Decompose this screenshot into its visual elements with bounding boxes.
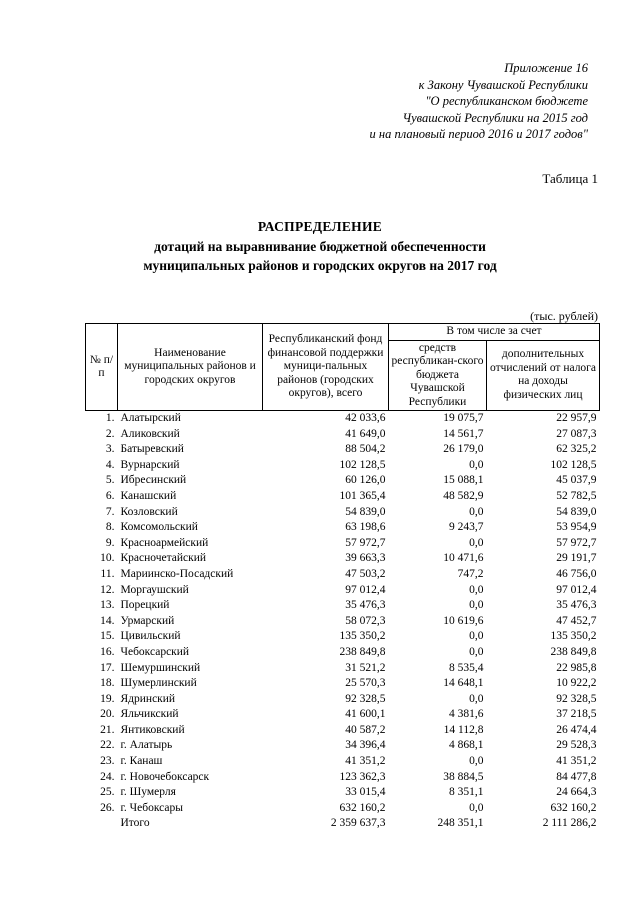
row-number: 2.: [105, 427, 115, 440]
table-row: [86, 723, 600, 739]
row-number: 9.: [105, 536, 115, 549]
row-additional: 26 474,4: [556, 723, 597, 736]
row-republic-budget: 0,0: [469, 536, 484, 549]
row-total: 39 663,3: [345, 552, 386, 565]
row-total: 25 570,3: [345, 677, 386, 690]
table-row: [86, 598, 600, 614]
row-additional: 10 922,2: [556, 677, 597, 690]
row-additional: 24 664,3: [556, 786, 597, 799]
appendix-line: Приложение 16: [504, 61, 588, 75]
heading-line-3: муниципальных районов и городских округов на 2017 год: [143, 258, 497, 273]
row-name: Цивильский: [120, 630, 181, 643]
row-total: 238 849,8: [339, 645, 386, 658]
row-republic-budget: 15 088,1: [443, 474, 484, 487]
row-republic-budget: 10 471,6: [443, 552, 484, 565]
table-number: Таблица 1: [542, 171, 598, 186]
row-name: Вурнарский: [120, 458, 180, 471]
table-row: [86, 427, 600, 443]
row-total: 63 198,6: [345, 521, 386, 534]
row-additional: 29 191,7: [556, 552, 597, 565]
row-additional: 46 756,0: [556, 567, 597, 580]
row-total: 34 396,4: [345, 739, 386, 752]
row-number: 5.: [105, 474, 115, 487]
row-republic-budget: 0,0: [469, 505, 484, 518]
table-row: [86, 551, 600, 567]
row-number: 23.: [100, 755, 115, 768]
row-name: г. Шумерля: [120, 786, 176, 799]
row-total: 97 012,4: [345, 583, 386, 596]
table-row: [86, 692, 600, 708]
row-republic-budget: 0,0: [469, 630, 484, 643]
total-label: Итого: [120, 817, 150, 830]
row-name: Козловский: [120, 505, 178, 518]
table-row: [86, 567, 600, 583]
row-number: 12.: [100, 583, 115, 596]
row-total: 102 128,5: [339, 458, 386, 471]
row-republic-budget: 14 561,7: [443, 427, 484, 440]
row-number: 20.: [100, 708, 115, 721]
header-republic-budget: средств республикан-ского бюджета Чувашской Республики: [389, 340, 487, 411]
row-additional: 92 328,5: [556, 692, 597, 705]
row-total: 40 587,2: [345, 723, 386, 736]
table-body: [86, 411, 600, 833]
row-total: 54 839,0: [345, 505, 386, 518]
row-republic-budget: 0,0: [469, 801, 484, 814]
row-number: 10.: [100, 552, 115, 565]
total-additional: 2 111 286,2: [542, 817, 597, 830]
table-row: [86, 442, 600, 458]
row-additional: 57 972,7: [556, 536, 597, 549]
row-total: 135 350,2: [339, 630, 386, 643]
row-republic-budget: 0,0: [469, 755, 484, 768]
appendix-line: "О республиканском бюджете: [425, 94, 588, 108]
row-total: 47 503,2: [345, 567, 386, 580]
table-row: [86, 661, 600, 677]
row-name: Шумерлинский: [120, 677, 197, 690]
table-row: [86, 489, 600, 505]
table-row: [86, 614, 600, 630]
row-total: 101 365,4: [339, 489, 386, 502]
row-republic-budget: 0,0: [469, 458, 484, 471]
row-name: Ядринский: [120, 692, 176, 705]
row-additional: 135 350,2: [550, 630, 597, 643]
row-number: 22.: [100, 739, 115, 752]
row-total: 41 351,2: [345, 755, 386, 768]
row-number: 8.: [105, 521, 115, 534]
row-additional: 62 325,2: [556, 443, 597, 456]
row-name: г. Алатырь: [120, 739, 173, 752]
row-additional: 45 037,9: [556, 474, 597, 487]
row-name: Ибресинский: [120, 474, 187, 487]
row-number: 16.: [100, 645, 115, 658]
row-republic-budget: 0,0: [469, 692, 484, 705]
heading-title: РАСПРЕДЕЛЕНИЕ: [257, 219, 383, 234]
row-republic-budget: 0,0: [469, 599, 484, 612]
row-republic-budget: 48 582,9: [443, 489, 484, 502]
row-total: 31 521,2: [345, 661, 386, 674]
row-number: 4.: [105, 458, 115, 471]
row-additional: 47 452,7: [556, 614, 597, 627]
row-additional: 53 954,9: [556, 521, 597, 534]
row-name: Батыревский: [120, 443, 184, 456]
row-name: Красночетайский: [120, 552, 207, 565]
row-name: Чебоксарский: [120, 645, 190, 658]
row-name: г. Чебоксары: [120, 801, 183, 814]
table-row: [86, 473, 600, 489]
table-row: [86, 458, 600, 474]
row-number: 3.: [105, 443, 115, 456]
row-name: Яльчикский: [120, 708, 179, 721]
row-additional: 54 839,0: [556, 505, 597, 518]
row-number: 19.: [100, 692, 115, 705]
row-additional: 37 218,5: [556, 708, 597, 721]
row-name: Шемуршинский: [120, 661, 201, 674]
row-republic-budget: 0,0: [469, 645, 484, 658]
row-additional: 84 477,8: [556, 770, 597, 783]
row-total: 58 072,3: [345, 614, 386, 627]
total-republic-budget: 248 351,1: [437, 817, 484, 830]
header-no: № п/п: [86, 324, 118, 411]
row-number: 14.: [100, 614, 115, 627]
table-row: [86, 770, 600, 786]
row-number: 11.: [100, 567, 115, 580]
header-fund: Республиканский фонд финансовой поддержки муници-пальных районов (городских округов), всего: [263, 324, 389, 411]
row-republic-budget: 10 619,6: [443, 614, 484, 627]
row-republic-budget: 0,0: [469, 583, 484, 596]
row-additional: 22 957,9: [556, 412, 597, 424]
total-row: [86, 816, 600, 832]
row-number: 18.: [100, 677, 115, 690]
row-total: 60 126,0: [345, 474, 386, 487]
row-republic-budget: 9 243,7: [449, 521, 484, 534]
row-number: 13.: [100, 599, 115, 612]
row-additional: 632 160,2: [550, 801, 597, 814]
row-total: 35 476,3: [345, 599, 386, 612]
row-name: Комсомольский: [120, 521, 198, 534]
row-name: Мариинско-Посадский: [120, 567, 234, 580]
row-total: 42 033,6: [345, 412, 386, 424]
row-number: 15.: [100, 630, 115, 643]
row-total: 41 649,0: [345, 427, 386, 440]
row-number: 1.: [105, 412, 115, 424]
row-republic-budget: 38 884,5: [443, 770, 484, 783]
table-row: [86, 707, 600, 723]
appendix-line: и на плановый период 2016 и 2017 годов": [369, 127, 588, 141]
row-republic-budget: 747,2: [457, 567, 484, 580]
row-republic-budget: 14 112,8: [443, 723, 484, 736]
row-additional: 41 351,2: [556, 755, 597, 768]
row-number: 7.: [105, 505, 115, 518]
appendix-line: Чувашской Республики на 2015 год: [402, 110, 588, 125]
row-total: 92 328,5: [345, 692, 386, 705]
row-republic-budget: 8 535,4: [449, 661, 484, 674]
row-name: Канашский: [120, 489, 177, 502]
row-total: 632 160,2: [339, 801, 386, 814]
row-number: 6.: [105, 489, 115, 502]
row-number: 25.: [100, 786, 115, 799]
row-republic-budget: 4 381,6: [449, 708, 484, 721]
row-total: 123 362,3: [339, 770, 386, 783]
total-row-blank: [86, 816, 118, 832]
table-row: [86, 754, 600, 770]
row-name: Алатырский: [120, 412, 181, 424]
row-additional: 102 128,5: [550, 458, 597, 471]
table-row: [86, 411, 600, 427]
row-total: 41 600,1: [345, 708, 386, 721]
table-row: [86, 645, 600, 661]
row-additional: 238 849,8: [550, 645, 597, 658]
row-republic-budget: 14 648,1: [443, 677, 484, 690]
header-additional-deductions: дополнительных отчислений от налога на доходы физических лиц: [487, 340, 600, 411]
appendix-note: [288, 60, 588, 143]
row-republic-budget: 8 351,1: [449, 786, 484, 799]
row-additional: 97 012,4: [556, 583, 597, 596]
row-name: Моргаушский: [120, 583, 189, 596]
total-value: 2 359 637,3: [330, 817, 386, 830]
row-number: 17.: [100, 661, 115, 674]
row-additional: 52 782,5: [556, 489, 597, 502]
row-name: Янтиковский: [120, 723, 185, 736]
table-row: [86, 536, 600, 552]
table-row: [86, 676, 600, 692]
table-row: [86, 505, 600, 521]
header-including: В том числе за счет: [389, 324, 600, 341]
row-additional: 22 985,8: [556, 661, 597, 674]
row-name: Порецкий: [120, 599, 170, 612]
units-note: (тыс. рублей): [530, 309, 598, 323]
row-total: 57 972,7: [345, 536, 386, 549]
row-name: г. Новочебоксарск: [120, 770, 210, 783]
heading-line-2: дотаций на выравнивание бюджетной обеспеченности: [154, 238, 486, 254]
row-republic-budget: 19 075,7: [443, 412, 484, 424]
table-row: [86, 583, 600, 599]
row-total: 33 015,4: [345, 786, 386, 799]
row-number: 26.: [100, 801, 115, 814]
row-republic-budget: 26 179,0: [443, 443, 484, 456]
table-row: [86, 629, 600, 645]
header-row: [86, 324, 600, 341]
row-number: 21.: [100, 723, 115, 736]
appendix-line: к Закону Чувашской Республики: [418, 77, 588, 92]
row-total: 88 504,2: [345, 443, 386, 456]
header-name: Наименование муниципальных районов и городских округов: [118, 324, 263, 411]
distribution-table: [85, 323, 600, 832]
row-number: 24.: [100, 770, 115, 783]
document-heading: [0, 217, 640, 276]
row-name: Урмарский: [120, 614, 175, 627]
row-name: Аликовский: [120, 427, 180, 440]
table-row: [86, 738, 600, 754]
table-row: [86, 801, 600, 817]
row-name: Красноармейский: [120, 536, 209, 549]
row-name: г. Канаш: [120, 755, 163, 768]
table-row: [86, 520, 600, 536]
table-row: [86, 785, 600, 801]
row-republic-budget: 4 868,1: [449, 739, 484, 752]
row-additional: 29 528,3: [556, 739, 597, 752]
row-additional: 35 476,3: [556, 599, 597, 612]
row-additional: 27 087,3: [556, 427, 597, 440]
